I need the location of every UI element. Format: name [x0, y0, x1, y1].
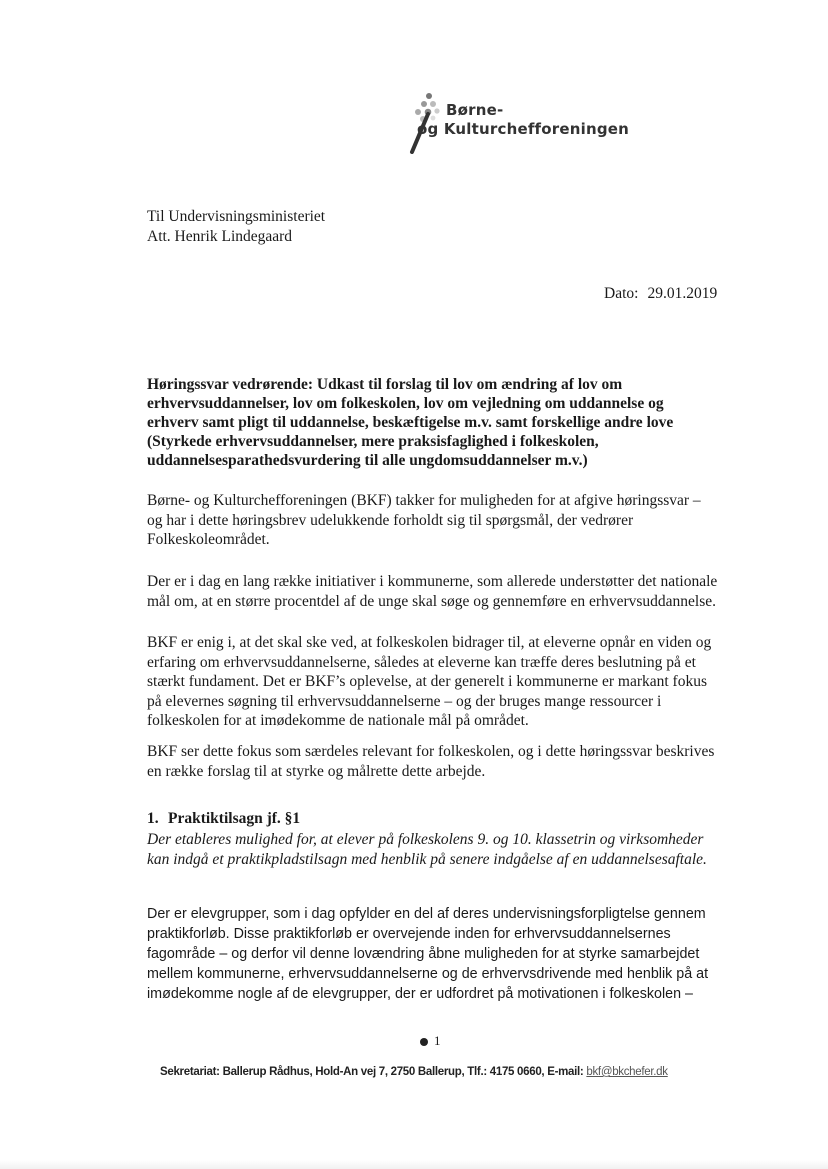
paragraph-initiatives: Der er i dag en lang række initiativer i kommunerne, som allerede understøtter det nationale mål om, at en større procentdel af de unge skal søge og gennemføre en erhvervsuddannelse. — [147, 573, 718, 610]
logo-line-1: Børne- — [446, 101, 504, 119]
recipient-line-1: Til Undervisningsministeriet — [147, 208, 326, 225]
date-value: 29.01.2019 — [647, 285, 718, 302]
scan-edge — [0, 1160, 828, 1169]
section-1-number: 1. — [147, 810, 159, 827]
bullet-icon — [420, 1038, 428, 1046]
footer-text: Sekretariat: Ballerup Rådhus, Hold-An vej 7, 2750 Ballerup, Tlf.: 4175 0660, E-mail: — [160, 1066, 584, 1078]
footer — [160, 1066, 668, 1078]
letter-date — [604, 285, 717, 303]
recipient-address — [147, 207, 325, 247]
date-label: Dato: — [604, 285, 639, 302]
paragraph-agreement: BKF er enig i, at det skal ske ved, at folkeskolen bidrager til, at eleverne opnår en viden og erfaring om erhvervsuddannelserne, således at eleverne kan træffe deres beslutning på et stærkt fundament. Det er BKF’s oplevelse, at der generelt i kommunerne er markant fokus på elevernes søgning til erhvervsuddannelserne – og der bruges mange ressourcer i folkeskolen for at imødekomme de nationale mål på området. — [147, 634, 712, 729]
section-1-title: Praktiktilsagn jf. §1 — [168, 810, 301, 827]
section-1-quote: Der etableres mulighed for, at elever på folkeskolens 9. og 10. klassetrin og virksomheder kan indgå et praktikpladstilsagn med henblik på senere indgåelse af en uddannelsesaftale. — [147, 831, 707, 868]
page-number — [420, 1033, 441, 1049]
paragraph-focus: BKF ser dette fokus som særdeles relevant for folkeskolen, og i dette høringssvar beskrives en række forslag til at styrke og målrette dette arbejde. — [147, 743, 715, 780]
logo-wordmark — [417, 101, 630, 139]
subject-heading: Høringssvar vedrørende: Udkast til forslag til lov om ændring af lov om erhvervsuddannelser, lov om folkeskolen, lov om vejledning om uddannelse og erhverv samt pligt til uddannelse, beskæftigelse m.v. samt forskellige andre love (Styrkede erhvervsuddannelser, mere praksisfaglighed i folkeskolen, uddannelsesparathedsvurdering til alle ungdomsuddannelser m.v.) — [147, 376, 674, 469]
section-1-heading — [147, 810, 300, 828]
recipient-line-2: Att. Henrik Lindegaard — [147, 228, 293, 245]
logo-line-2: og Kulturchefforeningen — [417, 120, 630, 138]
section-1-body: Der er elevgrupper, som i dag opfylder en del af deres undervisningsforpligtelse gennem praktikforløb. Disse praktikforløb er overvejende inden for erhvervsuddannelsernes fagområde – og derfor vil denne lovændring åbne muligheden for at styrke samarbejdet mellem kommunerne, erhvervsuddannelserne og de erhvervsdrivende med henblik på at imødekomme nogle af de elevgrupper, der er udfordret på motivationen i folkeskolen – — [147, 906, 709, 1002]
footer-email-link[interactable]: bkf@bkchefer.dk — [586, 1066, 668, 1078]
page-number-value: 1 — [434, 1033, 441, 1048]
paragraph-intro: Børne- og Kulturchefforeningen (BKF) takker for muligheden for at afgive høringssvar – og har i dette høringsbrev udelukkende forholdt sig til spørgsmål, der vedrører Folkeskoleområdet. — [147, 492, 701, 548]
